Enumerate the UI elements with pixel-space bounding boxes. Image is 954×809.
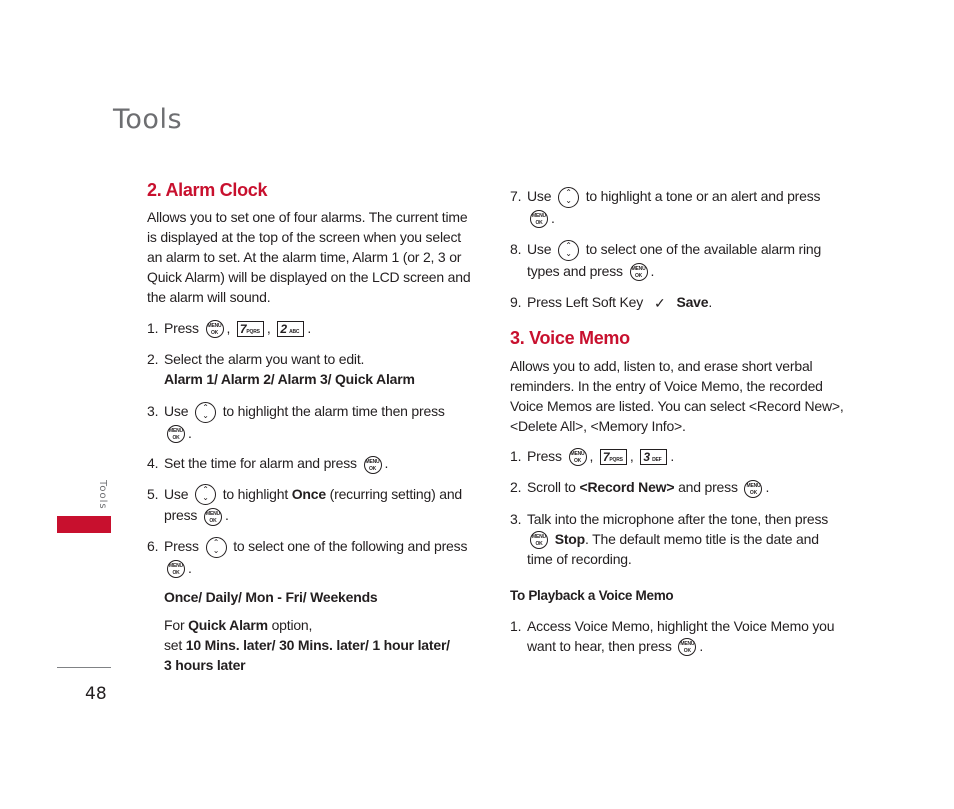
voice-memo-intro: Allows you to add, listen to, and erase short verbal reminders. In the entry of Voice Memo, the recorded Voice Memos are listed. You can select <Record New>, <Delete All>, <Memory Info>. [510, 358, 844, 435]
step-text: Press Left Soft Key [527, 294, 644, 311]
alarm-options: Alarm 1/ Alarm 2/ Alarm 3/ Quick Alarm [164, 371, 415, 388]
menu-ok-key-icon: MENU OK [744, 480, 762, 498]
alarm-step-3: 3. Use ⌃ ⌄ to highlight the alarm time then press MENU OK . [147, 403, 445, 442]
once-option: Once [291, 485, 326, 502]
nav-key-icon: ⌃ ⌄ [558, 187, 579, 208]
step-text: (recurring setting) and press [164, 485, 463, 524]
step-number: 8. [510, 241, 522, 258]
menu-ok-key-icon: MENU OK [167, 560, 185, 578]
menu-ok-key-icon: MENU OK [630, 263, 648, 281]
step-text: Use [527, 188, 552, 204]
step-number: 3. [510, 510, 522, 527]
side-section-label: Tools [97, 480, 108, 510]
step-text: to highlight the alarm time then press [222, 403, 445, 420]
left-column [147, 178, 477, 675]
record-new-label: <Record New> [579, 479, 675, 496]
step-text: and press [678, 479, 738, 496]
key-3-icon: 3 DEF [640, 449, 667, 465]
step-text: to highlight a tone or an alert and press [585, 188, 821, 204]
step-number: 9. [510, 294, 522, 311]
left-soft-key-icon: ✓ [653, 295, 666, 312]
step-text: Press [164, 320, 199, 336]
menu-ok-key-icon: MENU OK [530, 210, 548, 228]
step-text: Access Voice Memo, highlight the Voice Memo you want to hear, then press [527, 618, 835, 655]
menu-ok-key-icon: MENU OK [569, 448, 587, 466]
voice-step-1: 1. Press MENU OK , 7PQRS , 3 DEF . [510, 448, 675, 465]
snooze-options-cont: 3 hours later [164, 656, 246, 673]
menu-ok-key-icon: MENU OK [206, 320, 224, 338]
key-2-icon: 2 ABC [277, 321, 304, 337]
snooze-options: 10 Mins. later/ 30 Mins. later/ 1 hour later/ [185, 636, 450, 653]
step-text: Use [164, 485, 189, 502]
alarm-step-7: 7. Use ⌃ ⌄ to highlight a tone or an alert and press MENU OK . [510, 187, 821, 227]
nav-key-icon: ⌃ ⌄ [206, 537, 227, 558]
alarm-step-9: 9. Press Left Soft Key ✓ Save. [510, 294, 713, 312]
step-text: to select one of the following and press [233, 537, 468, 554]
step-text: Press [527, 448, 562, 465]
save-label: Save [676, 294, 709, 311]
step-text: to highlight [222, 485, 289, 502]
menu-ok-key-icon: MENU OK [364, 456, 382, 474]
page-title: Tools [113, 104, 183, 135]
step-text: Press [164, 537, 199, 554]
step-text: Use [164, 403, 189, 420]
menu-ok-key-icon: MENU OK [678, 638, 696, 656]
step-number: 7. [510, 188, 522, 204]
right-column [510, 186, 845, 656]
step-number: 1. [510, 618, 522, 635]
step-text: . The default memo title is the date and time of recording. [527, 530, 819, 568]
page-number: 48 [85, 684, 107, 704]
step-text: Use [527, 241, 552, 258]
alarm-intro: Allows you to set one of four alarms. The current time is displayed at the top of the screen when you select an alarm to set. At the alarm time, Alarm 1 (or 2, 3 or Quick Alarm) will be displayed on the LCD screen and the alarm will sound. [147, 209, 471, 305]
key-7-icon: 7PQRS [600, 449, 627, 465]
step-number: 5. [147, 485, 159, 502]
step-text: Set the time for alarm and press [164, 455, 357, 472]
menu-ok-key-icon: MENU OK [204, 508, 222, 526]
step-number: 6. [147, 537, 159, 554]
quick-alarm-label: Quick Alarm [188, 616, 268, 633]
footer-divider [57, 667, 111, 668]
voice-step-3 [510, 509, 845, 569]
alarm-step-5: 5. Use ⌃ ⌄ to highlight Once (recurring setting) and press MENU OK . [147, 485, 463, 524]
alarm-step-8: 8. Use ⌃ ⌄ to select one of the available alarm ring types and press MENU OK . [510, 240, 822, 280]
stop-label: Stop [554, 530, 586, 547]
voice-step-2: 2. Scroll to <Record New> and press MENU OK . [510, 479, 770, 496]
alarm-step-2 [147, 349, 477, 389]
alarm-clock-heading: 2. Alarm Clock [147, 180, 268, 200]
step-text: Scroll to [527, 479, 576, 496]
voice-memo-heading: 3. Voice Memo [510, 328, 630, 349]
step-text: For [164, 616, 185, 633]
alarm-step-6: 6. Press ⌃ ⌄ to select one of the following and press MENU OK . Once/ Daily/ Mon - Fri/ Weekends For Quick Alarm option, set 10 Mins. later/ 30 Mins. later/ 1 hour later/ 3 hours later [147, 537, 468, 673]
step-number: 1. [147, 320, 159, 336]
key-7-icon: 7PQRS [237, 321, 264, 337]
step-number: 1. [510, 448, 522, 465]
step-number: 2. [510, 479, 522, 496]
step-text: to select one of the available alarm ring types and press [527, 241, 822, 279]
step-number: 2. [147, 351, 159, 368]
menu-ok-key-icon: MENU OK [167, 425, 185, 443]
section-tab-marker [57, 516, 111, 533]
nav-key-icon: ⌃ ⌄ [195, 484, 216, 505]
alarm-step-1: 1. Press MENU OK , 7PQRS , 2 ABC . [147, 320, 312, 337]
step-text: Select the alarm you want to edit. [164, 351, 365, 368]
step-text: option, [271, 616, 313, 633]
step-number: 4. [147, 455, 159, 472]
playback-heading: To Playback a Voice Memo [510, 588, 674, 604]
nav-key-icon: ⌃ ⌄ [558, 240, 579, 261]
step-number: 3. [147, 403, 159, 420]
nav-key-icon: ⌃ ⌄ [195, 402, 216, 423]
step-text: Talk into the microphone after the tone, then press [527, 510, 829, 527]
alarm-step-4: 4. Set the time for alarm and press MENU OK . [147, 455, 389, 472]
repeat-options: Once/ Daily/ Mon - Fri/ Weekends [164, 588, 378, 605]
menu-ok-key-icon: MENU OK [530, 531, 548, 549]
step-text: set [164, 636, 183, 653]
playback-step-1: 1. Access Voice Memo, highlight the Voice Memo you want to hear, then press MENU OK . [510, 618, 835, 655]
